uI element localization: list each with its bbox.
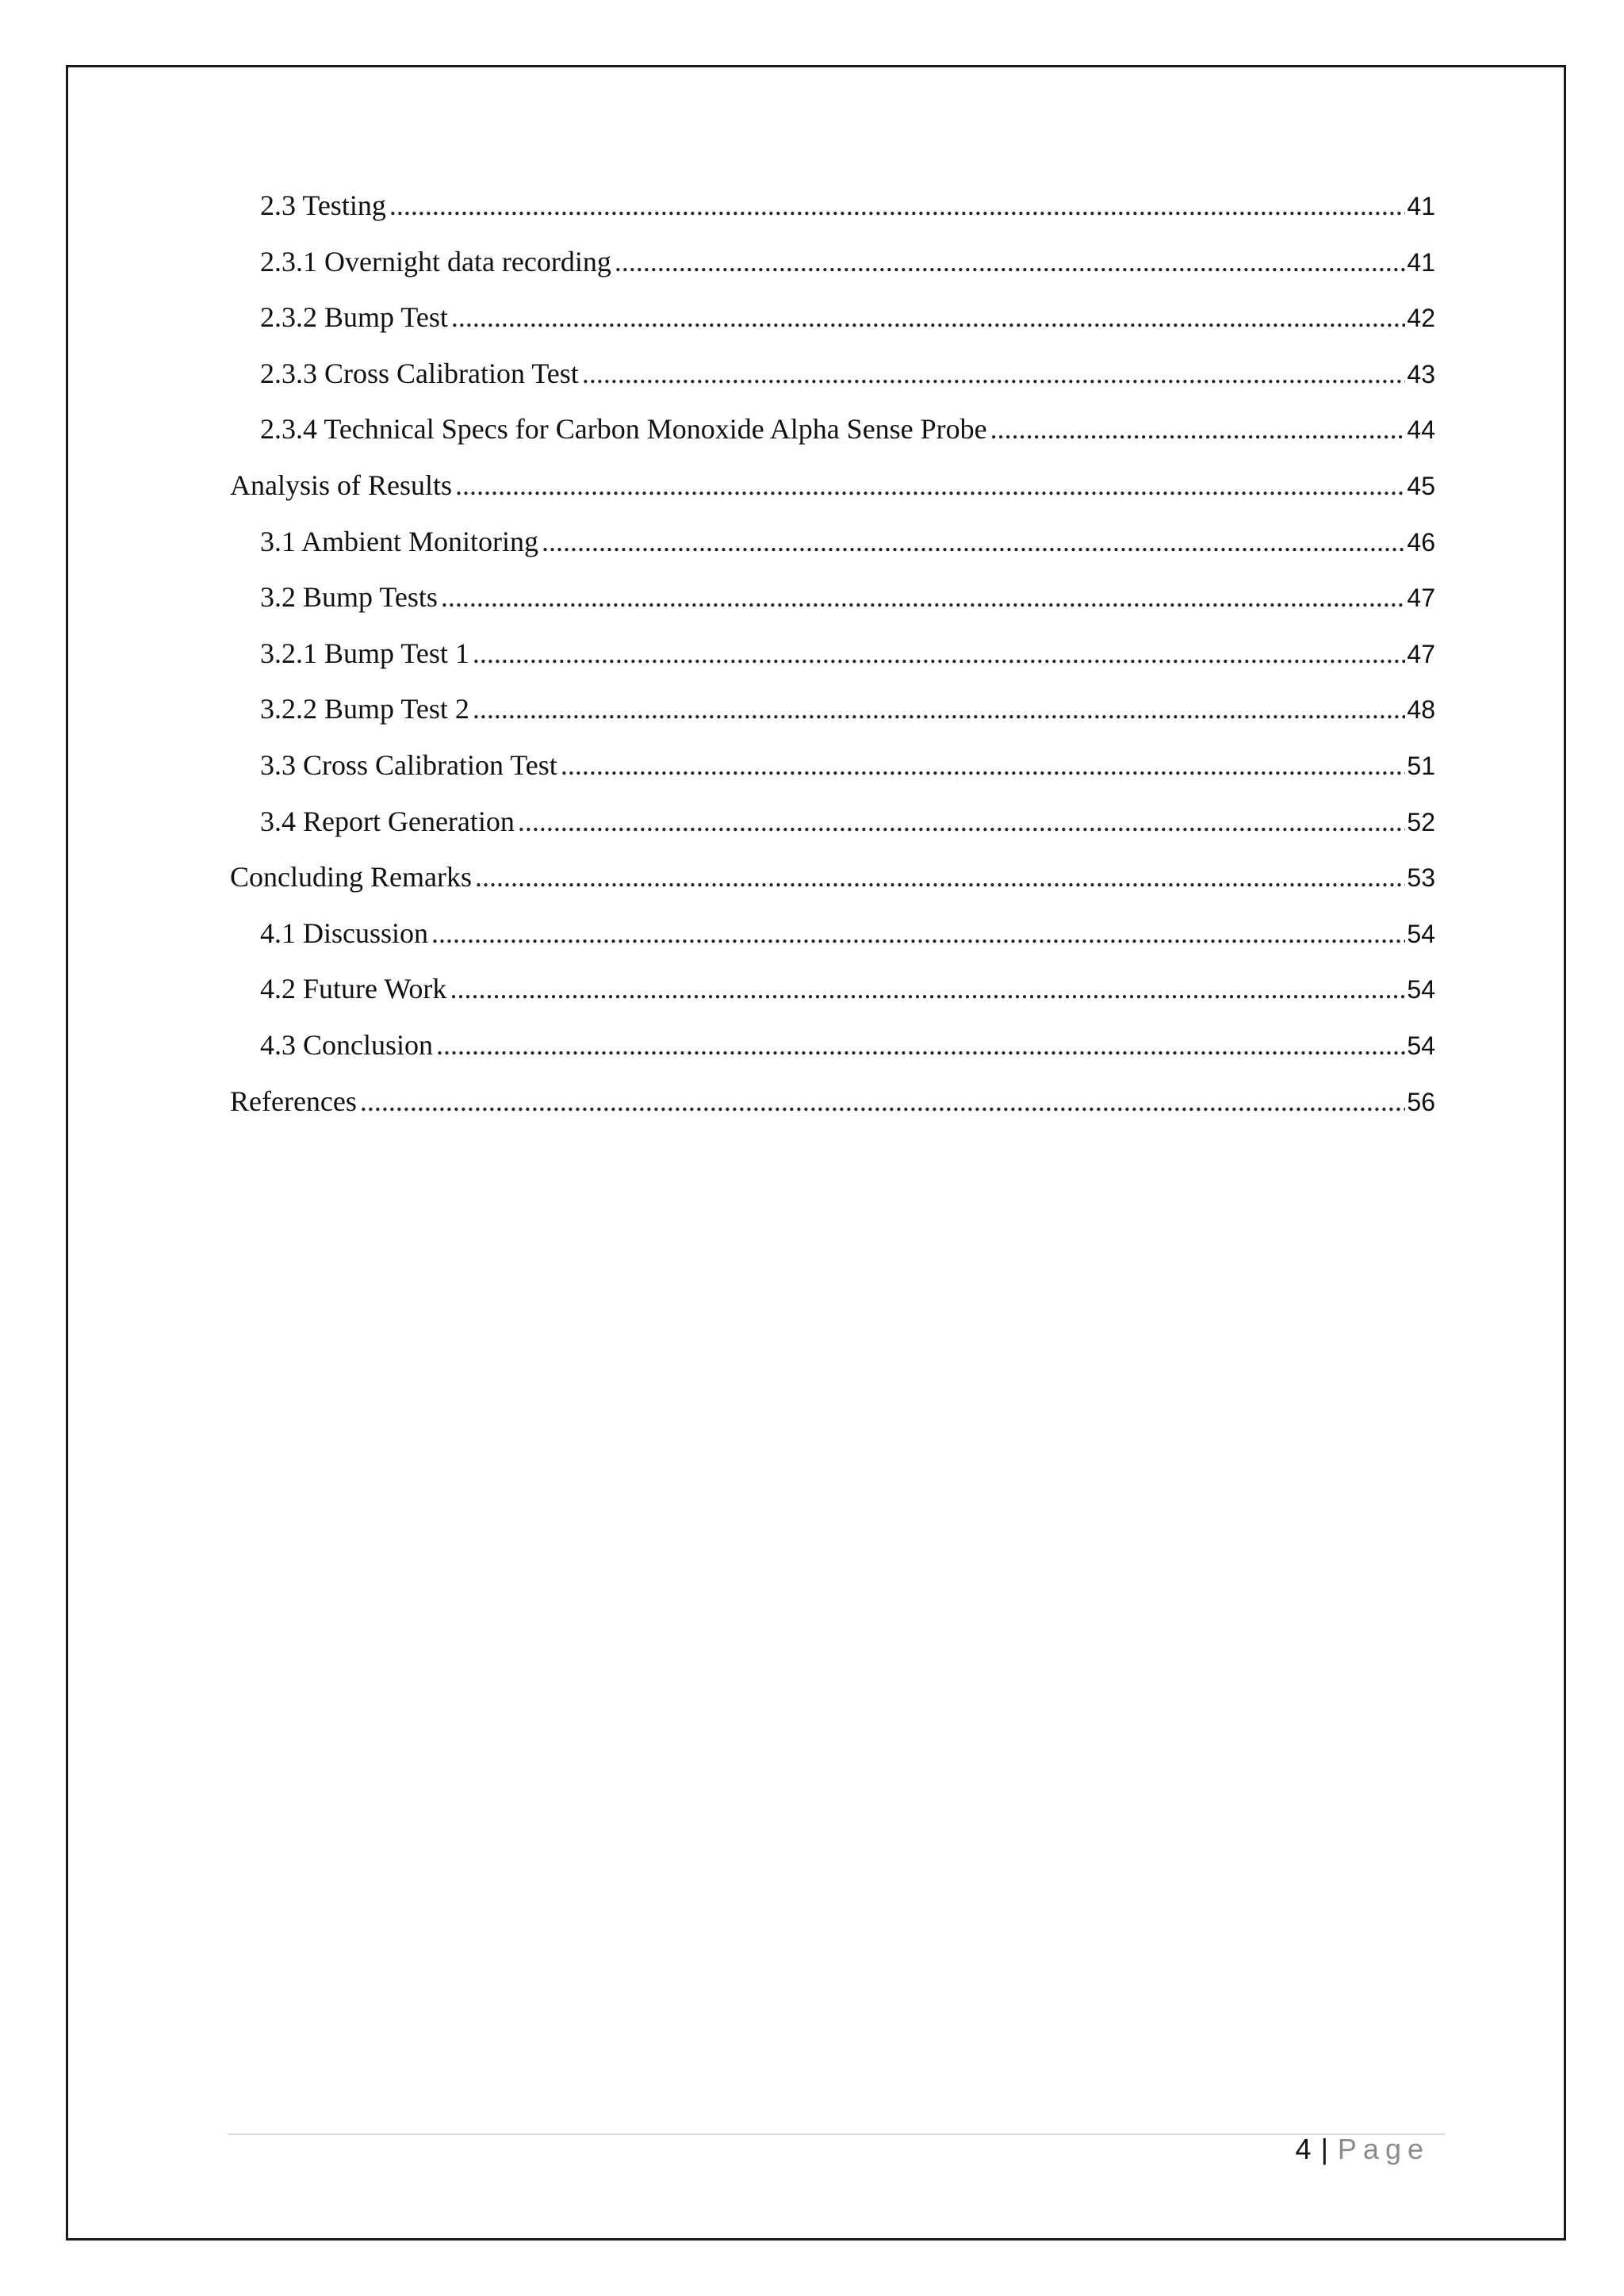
page-footer	[1296, 2133, 1430, 2166]
toc-entry-title: 3.3 Cross Calibration Test	[260, 748, 557, 781]
dot-leader	[455, 469, 1405, 502]
table-of-contents	[230, 189, 1435, 1140]
toc-entry-page: 44	[1407, 415, 1435, 445]
toc-entry[interactable]	[230, 860, 1435, 916]
toc-entry[interactable]	[230, 300, 1435, 357]
toc-entry[interactable]	[230, 189, 1435, 245]
toc-entry[interactable]	[230, 357, 1435, 413]
page-number: 4	[1295, 2133, 1312, 2165]
toc-entry-title: 2.3.2 Bump Test	[260, 301, 448, 334]
toc-entry[interactable]	[230, 412, 1435, 469]
dot-leader	[475, 860, 1405, 894]
toc-entry-page: 45	[1407, 471, 1435, 500]
toc-entry-title: Analysis of Results	[230, 469, 453, 501]
toc-entry-title: 2.3 Testing	[260, 189, 386, 221]
toc-entry-page: 54	[1407, 975, 1435, 1004]
dot-leader	[518, 805, 1406, 838]
toc-entry-title: 3.2.1 Bump Test 1	[260, 637, 469, 669]
dot-leader	[615, 245, 1406, 278]
toc-entry-page: 52	[1407, 807, 1435, 836]
dot-leader	[431, 916, 1405, 950]
toc-entry-page: 42	[1407, 304, 1435, 333]
toc-entry[interactable]	[230, 805, 1435, 861]
toc-entry-title: 3.2.2 Bump Test 2	[260, 693, 469, 725]
page-label: Page	[1337, 2133, 1430, 2165]
toc-entry-page: 51	[1407, 751, 1435, 780]
toc-entry-page: 53	[1407, 863, 1435, 893]
dot-leader	[473, 692, 1406, 725]
toc-entry-title: 4.1 Discussion	[260, 916, 429, 949]
toc-entry-title: 3.4 Report Generation	[260, 805, 515, 837]
toc-entry-page: 41	[1407, 247, 1435, 277]
toc-entry-page: 46	[1407, 527, 1435, 557]
toc-entry[interactable]	[230, 748, 1435, 805]
toc-entry[interactable]	[230, 692, 1435, 748]
dot-leader	[450, 972, 1405, 1005]
dot-leader	[990, 412, 1406, 446]
toc-entry-page: 54	[1407, 1031, 1435, 1060]
toc-entry[interactable]	[230, 637, 1435, 693]
toc-entry-page: 48	[1407, 695, 1435, 725]
toc-entry-page: 47	[1407, 639, 1435, 668]
toc-entry-title: 2.3.4 Technical Specs for Carbon Monoxide Alpha Sense Probe	[260, 413, 987, 446]
dot-leader	[561, 748, 1406, 782]
dot-leader	[473, 637, 1406, 670]
toc-entry[interactable]	[230, 469, 1435, 525]
footer-divider	[228, 2133, 1445, 2135]
toc-entry-page: 47	[1407, 584, 1435, 613]
toc-entry-title: 2.3.3 Cross Calibration Test	[260, 357, 579, 389]
toc-entry-title: 4.2 Future Work	[260, 973, 447, 1005]
toc-entry[interactable]	[230, 1085, 1435, 1141]
toc-entry[interactable]	[230, 972, 1435, 1028]
dot-leader	[542, 525, 1405, 558]
dot-leader	[451, 300, 1406, 334]
toc-entry[interactable]	[230, 1028, 1435, 1085]
toc-entry-title: Concluding Remarks	[230, 861, 472, 894]
toc-entry-title: 2.3.1 Overnight data recording	[260, 245, 611, 277]
dot-leader	[441, 580, 1406, 614]
toc-entry-title: References	[230, 1085, 357, 1117]
dot-leader	[389, 189, 1406, 222]
toc-entry[interactable]	[230, 525, 1435, 581]
toc-entry-page: 56	[1407, 1087, 1435, 1116]
toc-entry-title: 4.3 Conclusion	[260, 1028, 434, 1061]
toc-entry[interactable]	[230, 245, 1435, 301]
toc-entry[interactable]	[230, 916, 1435, 973]
toc-entry-page: 54	[1407, 919, 1435, 948]
dot-leader	[436, 1028, 1405, 1062]
footer-separator: |	[1320, 2133, 1328, 2165]
toc-entry-title: 3.2 Bump Tests	[260, 581, 438, 614]
toc-entry-page: 43	[1407, 359, 1435, 388]
toc-entry-title: 3.1 Ambient Monitoring	[260, 525, 538, 557]
dot-leader	[360, 1085, 1406, 1118]
dot-leader	[582, 357, 1406, 390]
toc-entry-page: 41	[1407, 192, 1435, 220]
toc-entry[interactable]	[230, 580, 1435, 637]
